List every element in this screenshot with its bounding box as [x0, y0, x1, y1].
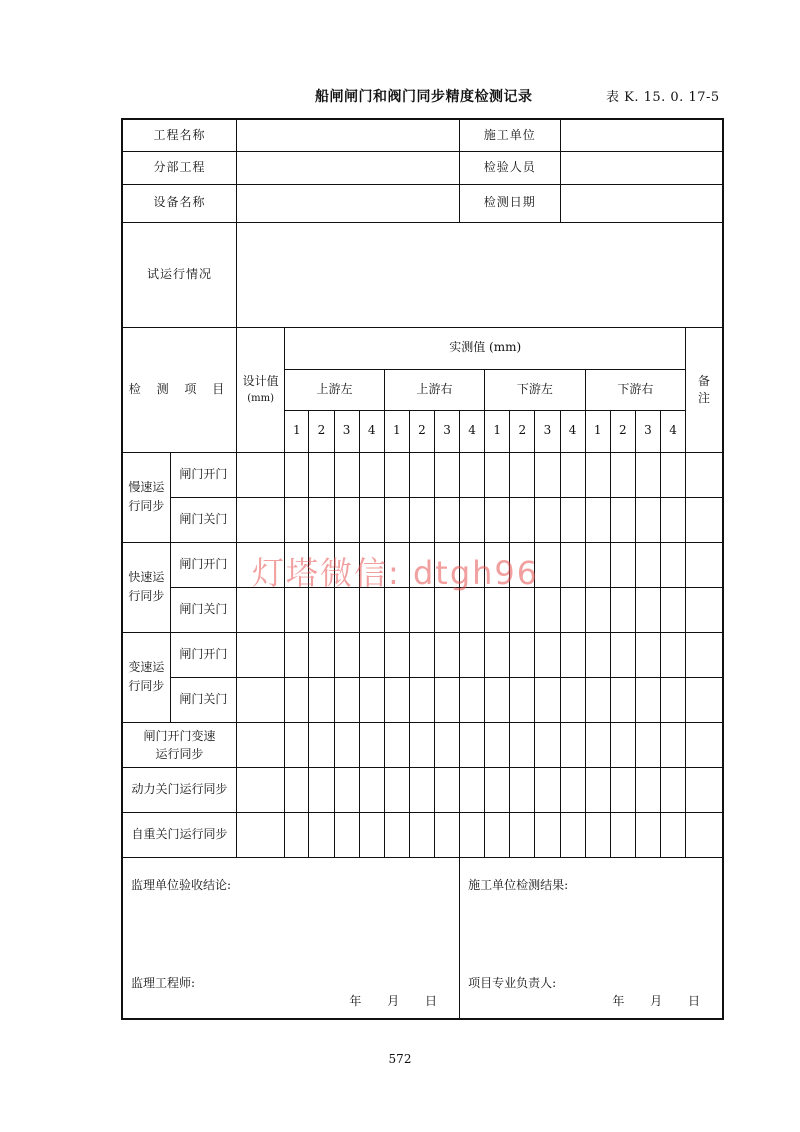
label-division-work: 分部工程 — [122, 151, 237, 184]
header-downstream-right: 下游右 — [585, 369, 685, 410]
design-value-label: 设计值 — [242, 373, 279, 388]
row-label-powered-close: 动力关门运行同步 — [122, 767, 237, 812]
index-1: 1 — [384, 410, 409, 452]
sub-label: 闸门关门 — [170, 497, 236, 542]
value-project-name[interactable] — [237, 119, 460, 151]
trial-run-row — [122, 222, 723, 327]
contractor-date: 年 月 日 — [612, 993, 700, 1008]
table-row — [122, 812, 723, 857]
index-3: 3 — [635, 410, 660, 452]
index-1: 1 — [485, 410, 510, 452]
header-design-value — [237, 327, 285, 452]
index-2: 2 — [610, 410, 635, 452]
signature-row — [122, 857, 723, 1019]
index-2: 2 — [309, 410, 334, 452]
info-row-project — [122, 119, 723, 151]
index-4: 4 — [460, 410, 485, 452]
label-inspection-date: 检测日期 — [460, 184, 560, 222]
row-label-gravity-close: 自重关门运行同步 — [122, 812, 237, 857]
table-row — [122, 497, 723, 542]
value-division-work[interactable] — [237, 151, 460, 184]
header-upstream-left: 上游左 — [285, 369, 384, 410]
contractor-result-cell[interactable] — [460, 857, 723, 1019]
value-equipment-name[interactable] — [237, 184, 460, 222]
header-upstream-right: 上游右 — [384, 369, 484, 410]
project-manager-label: 项目专业负责人: — [468, 975, 557, 990]
sub-label: 闸门关门 — [170, 677, 236, 722]
header-row-1 — [122, 327, 723, 369]
sub-label: 闸门开门 — [170, 542, 236, 587]
group-label-slow: 慢速运行同步 — [122, 452, 170, 542]
group-label-fast: 快速运行同步 — [122, 542, 170, 632]
value-inspection-date[interactable] — [560, 184, 723, 222]
label-trial-run: 试运行情况 — [122, 222, 237, 327]
index-2: 2 — [510, 410, 535, 452]
table-row — [122, 722, 723, 767]
header-remark: 备注 — [686, 327, 723, 452]
label-inspector: 检验人员 — [460, 151, 560, 184]
table-row — [122, 452, 723, 497]
contractor-result-label: 施工单位检测结果: — [468, 877, 569, 892]
index-3: 3 — [334, 410, 359, 452]
index-3: 3 — [434, 410, 459, 452]
document-title: 船闸闸门和阀门同步精度检测记录 — [315, 89, 533, 105]
label-project-name: 工程名称 — [122, 119, 237, 151]
label-equipment-name: 设备名称 — [122, 184, 237, 222]
value-inspector[interactable] — [560, 151, 723, 184]
label-contractor: 施工单位 — [460, 119, 560, 151]
value-trial-run[interactable] — [237, 222, 723, 327]
index-1: 1 — [285, 410, 309, 452]
page-number: 572 — [388, 1052, 412, 1066]
index-1: 1 — [585, 410, 610, 452]
index-4: 4 — [560, 410, 585, 452]
row-label-gate-open-variable: 闸门开门变速运行同步 — [122, 722, 237, 767]
index-2: 2 — [409, 410, 434, 452]
supervisor-engineer-label: 监理工程师: — [131, 975, 196, 990]
table-row — [122, 767, 723, 812]
group-label-variable: 变速运行同步 — [122, 632, 170, 722]
index-4: 4 — [660, 410, 685, 452]
table-row — [122, 632, 723, 677]
supervisor-date: 年 月 日 — [349, 993, 438, 1008]
info-row-equipment — [122, 184, 723, 222]
table-row — [122, 677, 723, 722]
info-row-division — [122, 151, 723, 184]
header-measured-value: 实测值 (mm) — [285, 327, 686, 369]
sub-label: 闸门开门 — [170, 452, 236, 497]
table-number: 表 K. 15. 0. 17-5 — [606, 90, 720, 105]
watermark-text: 灯塔微信: dtgh96 — [252, 554, 540, 592]
header-downstream-left: 下游左 — [485, 369, 585, 410]
supervisor-conclusion-label: 监理单位验收结论: — [131, 877, 232, 892]
sub-label: 闸门开门 — [170, 632, 236, 677]
sub-label: 闸门关门 — [170, 587, 236, 632]
value-contractor[interactable] — [560, 119, 723, 151]
supervisor-conclusion-cell[interactable] — [122, 857, 460, 1019]
design-value-unit: (mm) — [247, 393, 275, 405]
index-3: 3 — [535, 410, 560, 452]
index-4: 4 — [359, 410, 384, 452]
header-inspection-item: 检 测 项 目 — [122, 327, 237, 452]
